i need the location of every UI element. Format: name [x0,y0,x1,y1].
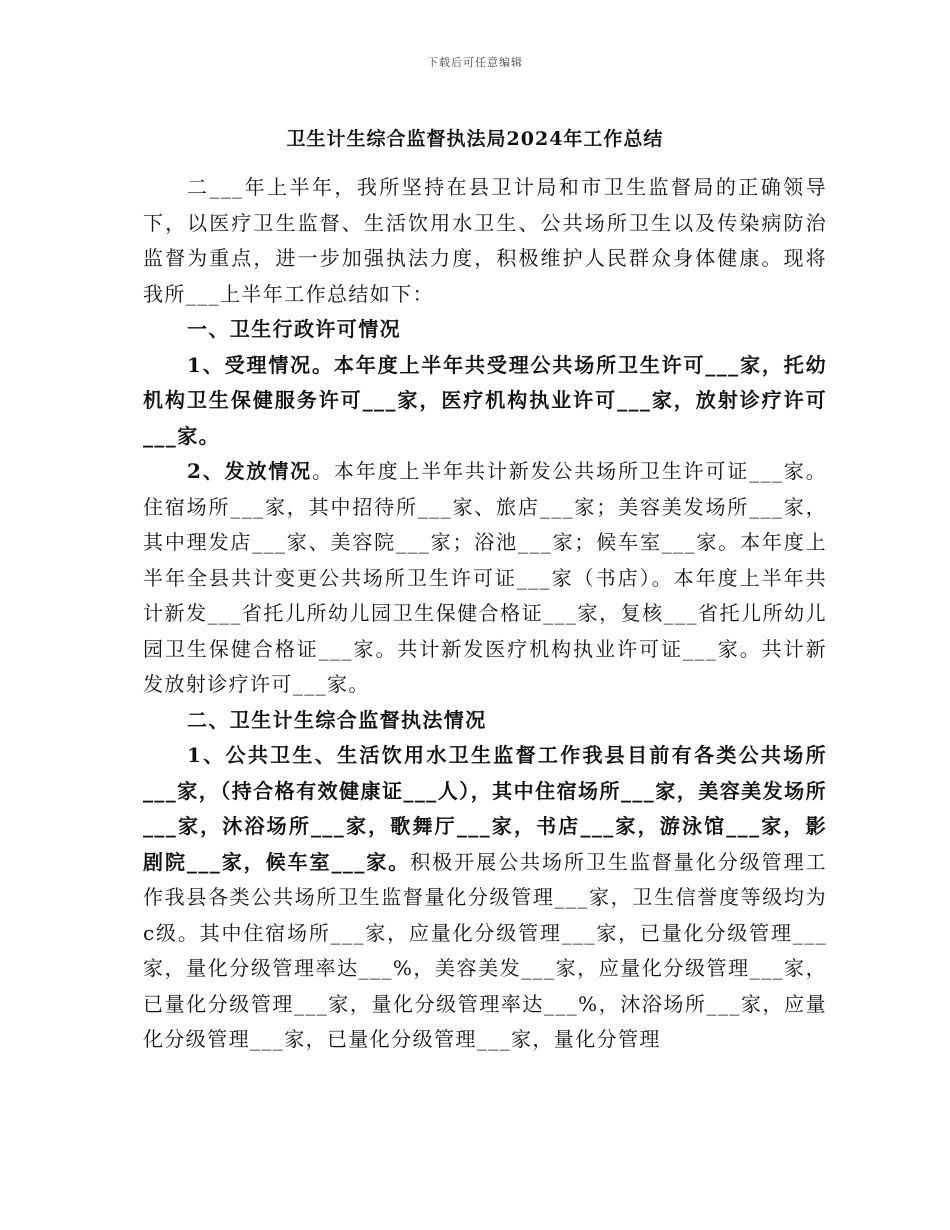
intro-paragraph: 二___年上半年，我所坚持在县卫计局和市卫生监督局的正确领导下，以医疗卫生监督、生活饮用水卫生、公共场所卫生以及传染病防治监督为重点，进一步加强执法力度，积极维护人民群众身体健康。现将我所___上半年工作总结如下： [143,175,827,306]
paragraph-issuance [143,454,827,703]
document-body [143,170,827,1058]
document-title: 卫生计生综合监督执法局2024年工作总结 [286,128,664,150]
header-note: 下载后可任意编辑 [427,56,523,69]
issuance-text: 。本年度上半年共计新发公共场所卫生许可证___家。住宿场所___家，其中招待所___家、旅店___家；美容美发场所___家，其中理发店___家、美容院___家；浴池___家；候车室___家。本年度上半年全县共计变更公共场所卫生许可证___家（书店）。本年度上半年共计新发___省托儿所幼儿园卫生保健合格证___家，复核___省托儿所幼儿园卫生保健合格证___家。共计新发医疗机构执业许可证___家。共计新发放射诊疗许可___家。 [143,459,828,696]
public-health-text: 积极开展公共场所卫生监督量化分级管理工作我县各类公共场所卫生监督量化分级管理___家，卫生信誉度等级均为c级。其中住宿场所___家，应量化分级管理___家，已量化分级管理___家，量化分级管理率达___%，美容美发___家，应量化分级管理___家，已量化分级管理___家，量化分级管理率达___%，沐浴场所___家，应量化分级管理___家，已量化分级管理___家，量化分管理 [143,849,827,1051]
section-heading-1: 一、卫生行政许可情况 [187,317,401,341]
issuance-lead: 2、发放情况 [187,459,313,483]
paragraph-acceptance: 1、受理情况。本年度上半年共受理公共场所卫生许可___家，托幼机构卫生保健服务许可___家，医疗机构执业许可___家，放射诊疗许可___家。 [143,352,827,448]
public-health-bold: 1、公共卫生、生活饮用水卫生监督工作我县目前有各类公共场所___家，（持合格有效健康证___人），其中住宿场所___家，美容美发场所___家，沐浴场所___家，歌舞厅___家，书店___家，游泳馆___家，影剧院___家，候车室___家。 [143,743,827,874]
paragraph-public-health [143,738,827,1058]
section-heading-2: 二、卫生计生综合监督执法情况 [187,707,487,732]
